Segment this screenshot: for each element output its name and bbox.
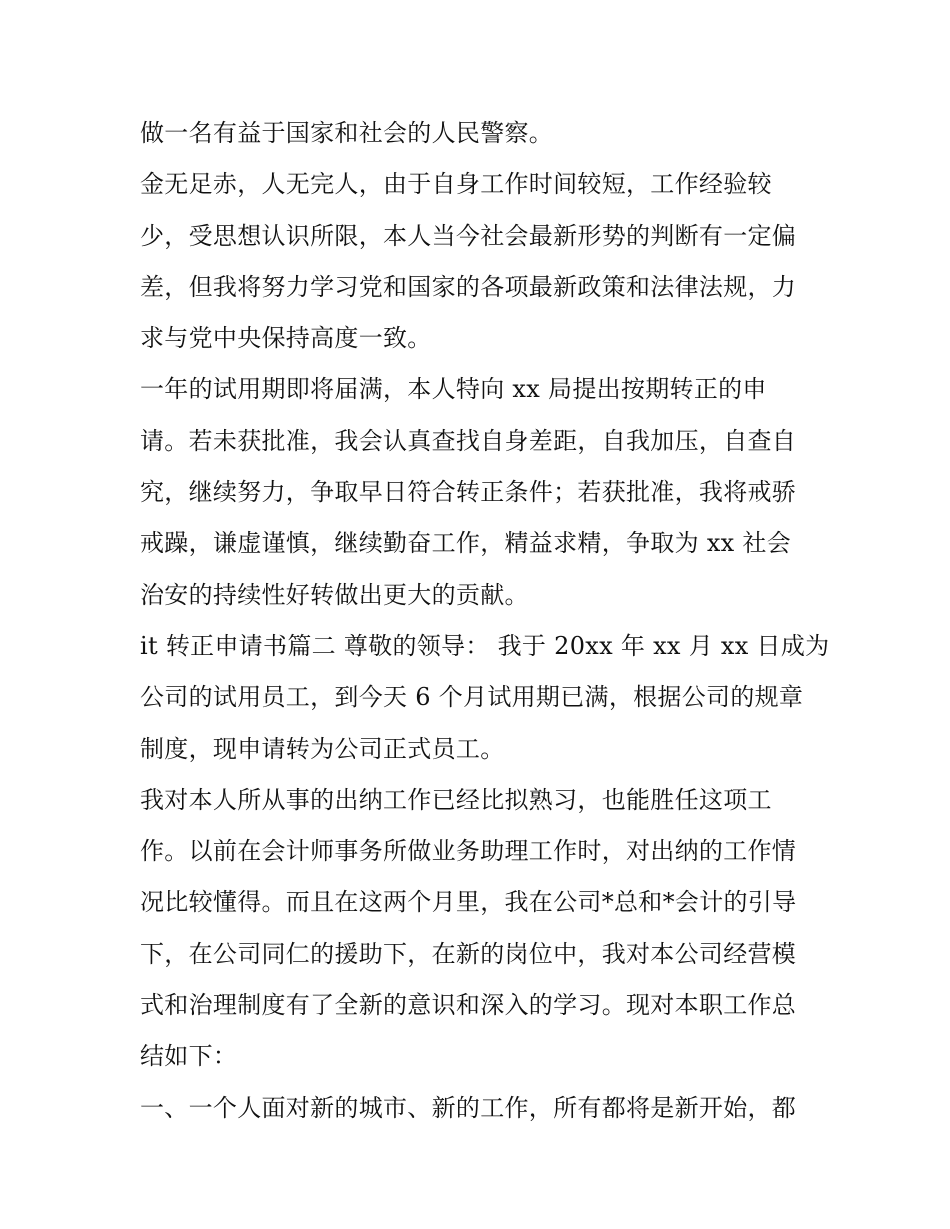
document-body [140,108,830,1134]
text-line: 差，但我将努力学习党和国家的各项最新政策和法律法规，力 [140,272,797,301]
text-line: 式和治理制度有了全新的意识和深入的学习。现对本职工作总 [140,991,797,1020]
text-line: 究，继续努力，争取早日符合转正条件；若获批准，我将戒骄 [140,478,797,507]
text-line: 治安的持续性好转做出更大的贡献。 [140,580,529,609]
text-line: 求与党中央保持高度一致。 [140,324,432,353]
text-line: 戒躁，谦虚谨慎，继续勤奋工作，精益求精，争取为 xx 社会 [140,529,792,558]
text-line: 作。以前在会计师事务所做业务助理工作时，对出纳的工作情 [140,837,797,866]
text-line: 结如下： [140,1042,238,1071]
text-line: 做一名有益于国家和社会的人民警察。 [140,119,554,147]
text-line: 金无足赤，人无完人，由于自身工作时间较短，工作经验较 [140,170,772,199]
text-line: 一、一个人面对新的城市、新的工作，所有都将是新开始，都 [140,1093,797,1122]
text-line: 少，受思想认识所限，本人当今社会最新形势的判断有一定偏 [140,221,797,250]
text-line: 下，在公司同仁的援助下，在新的岗位中，我对本公司经营模 [140,939,797,968]
text-line: 况比较懂得。而且在这两个月里，我在公司*总和*会计的引导 [140,888,797,917]
text-line: 公司的试用员工，到今天 6 个月试用期已满，根据公司的规章 [140,683,804,712]
text-line: it 转正申请书篇二 尊敬的领导： 我于 20xx 年 xx 月 xx 日成为 [140,631,830,660]
text-line: 一年的试用期即将届满，本人特向 xx 局提出按期转正的申 [140,375,767,404]
text-line: 请。若未获批准，我会认真查找自身差距，自我加压，自查自 [140,426,797,455]
text-line: 制度，现申请转为公司正式员工。 [140,734,505,763]
text-line: 我对本人所从事的出纳工作已经比拟熟习，也能胜任这项工 [140,785,772,814]
